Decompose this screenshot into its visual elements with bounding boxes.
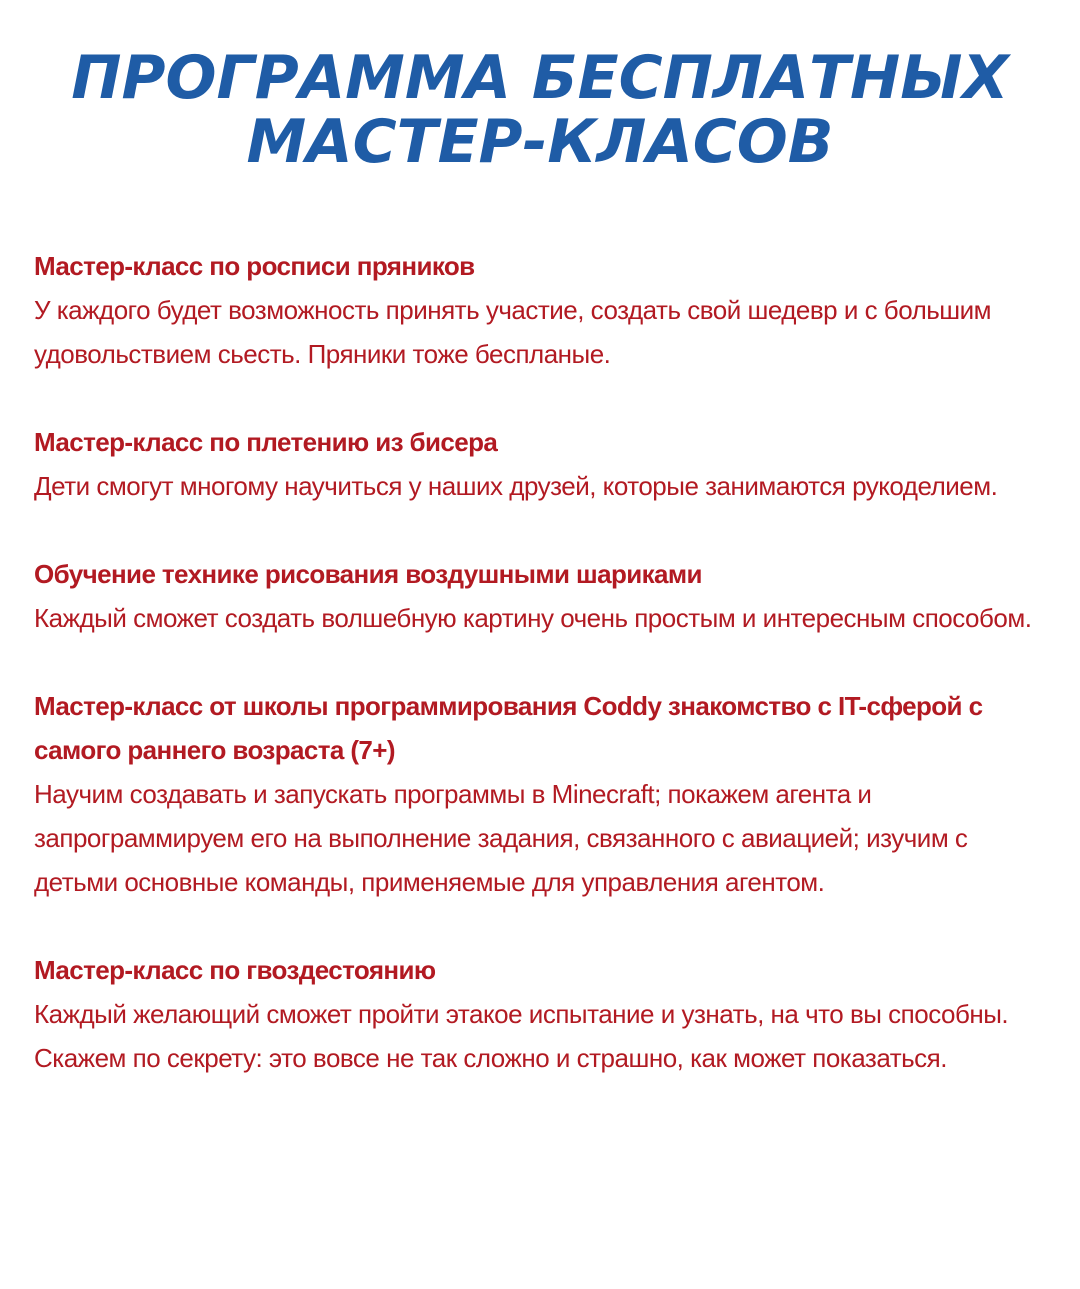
masterclass-description: У каждого будет возможность принять участие, создать свой шедевр и с большим удовольствием сьесть. Пряники тоже беспланые. [34,295,992,369]
masterclass-item [34,552,1044,640]
masterclass-item [34,244,1044,376]
masterclass-heading: Мастер-класс от школы программирования Coddy знакомство с IT-сферой с самого раннего возраста (7+) [34,691,983,765]
masterclass-heading: Мастер-класс по плетению из бисера [34,427,498,457]
masterclass-description: Дети смогут многому научиться у наших друзей, которые занимаются рукоделием. [34,471,998,501]
masterclass-description: Каждый сможет создать волшебную картину очень простым и интересным способом. [34,603,1032,633]
masterclass-heading: Мастер-класс по росписи пряников [34,251,475,281]
masterclass-description: Научим создавать и запускать программы в Minecraft; покажем агента и запрограммируем его на выполнение задания, связанного с авиацией; изучим с детьми основные команды, применяемые для управления агентом. [34,779,968,897]
page-title [0,43,1080,177]
page-title-line-2: МАСТЕР-КЛАСОВ [246,107,834,177]
masterclass-description: Каждый желающий сможет пройти этакое испытание и узнать, на что вы способны. Скажем по секрету: это вовсе не так сложно и страшно, как может показаться. [34,999,1009,1073]
masterclass-item [34,420,1044,508]
masterclass-heading: Обучение технике рисования воздушными шариками [34,559,702,589]
masterclass-list [34,244,1044,1124]
page-title-line-1: ПРОГРАММА БЕСПЛАТНЫХ [71,43,1009,113]
masterclass-item [34,684,1044,904]
masterclass-item [34,948,1044,1080]
masterclass-heading: Мастер-класс по гвоздестоянию [34,955,436,985]
